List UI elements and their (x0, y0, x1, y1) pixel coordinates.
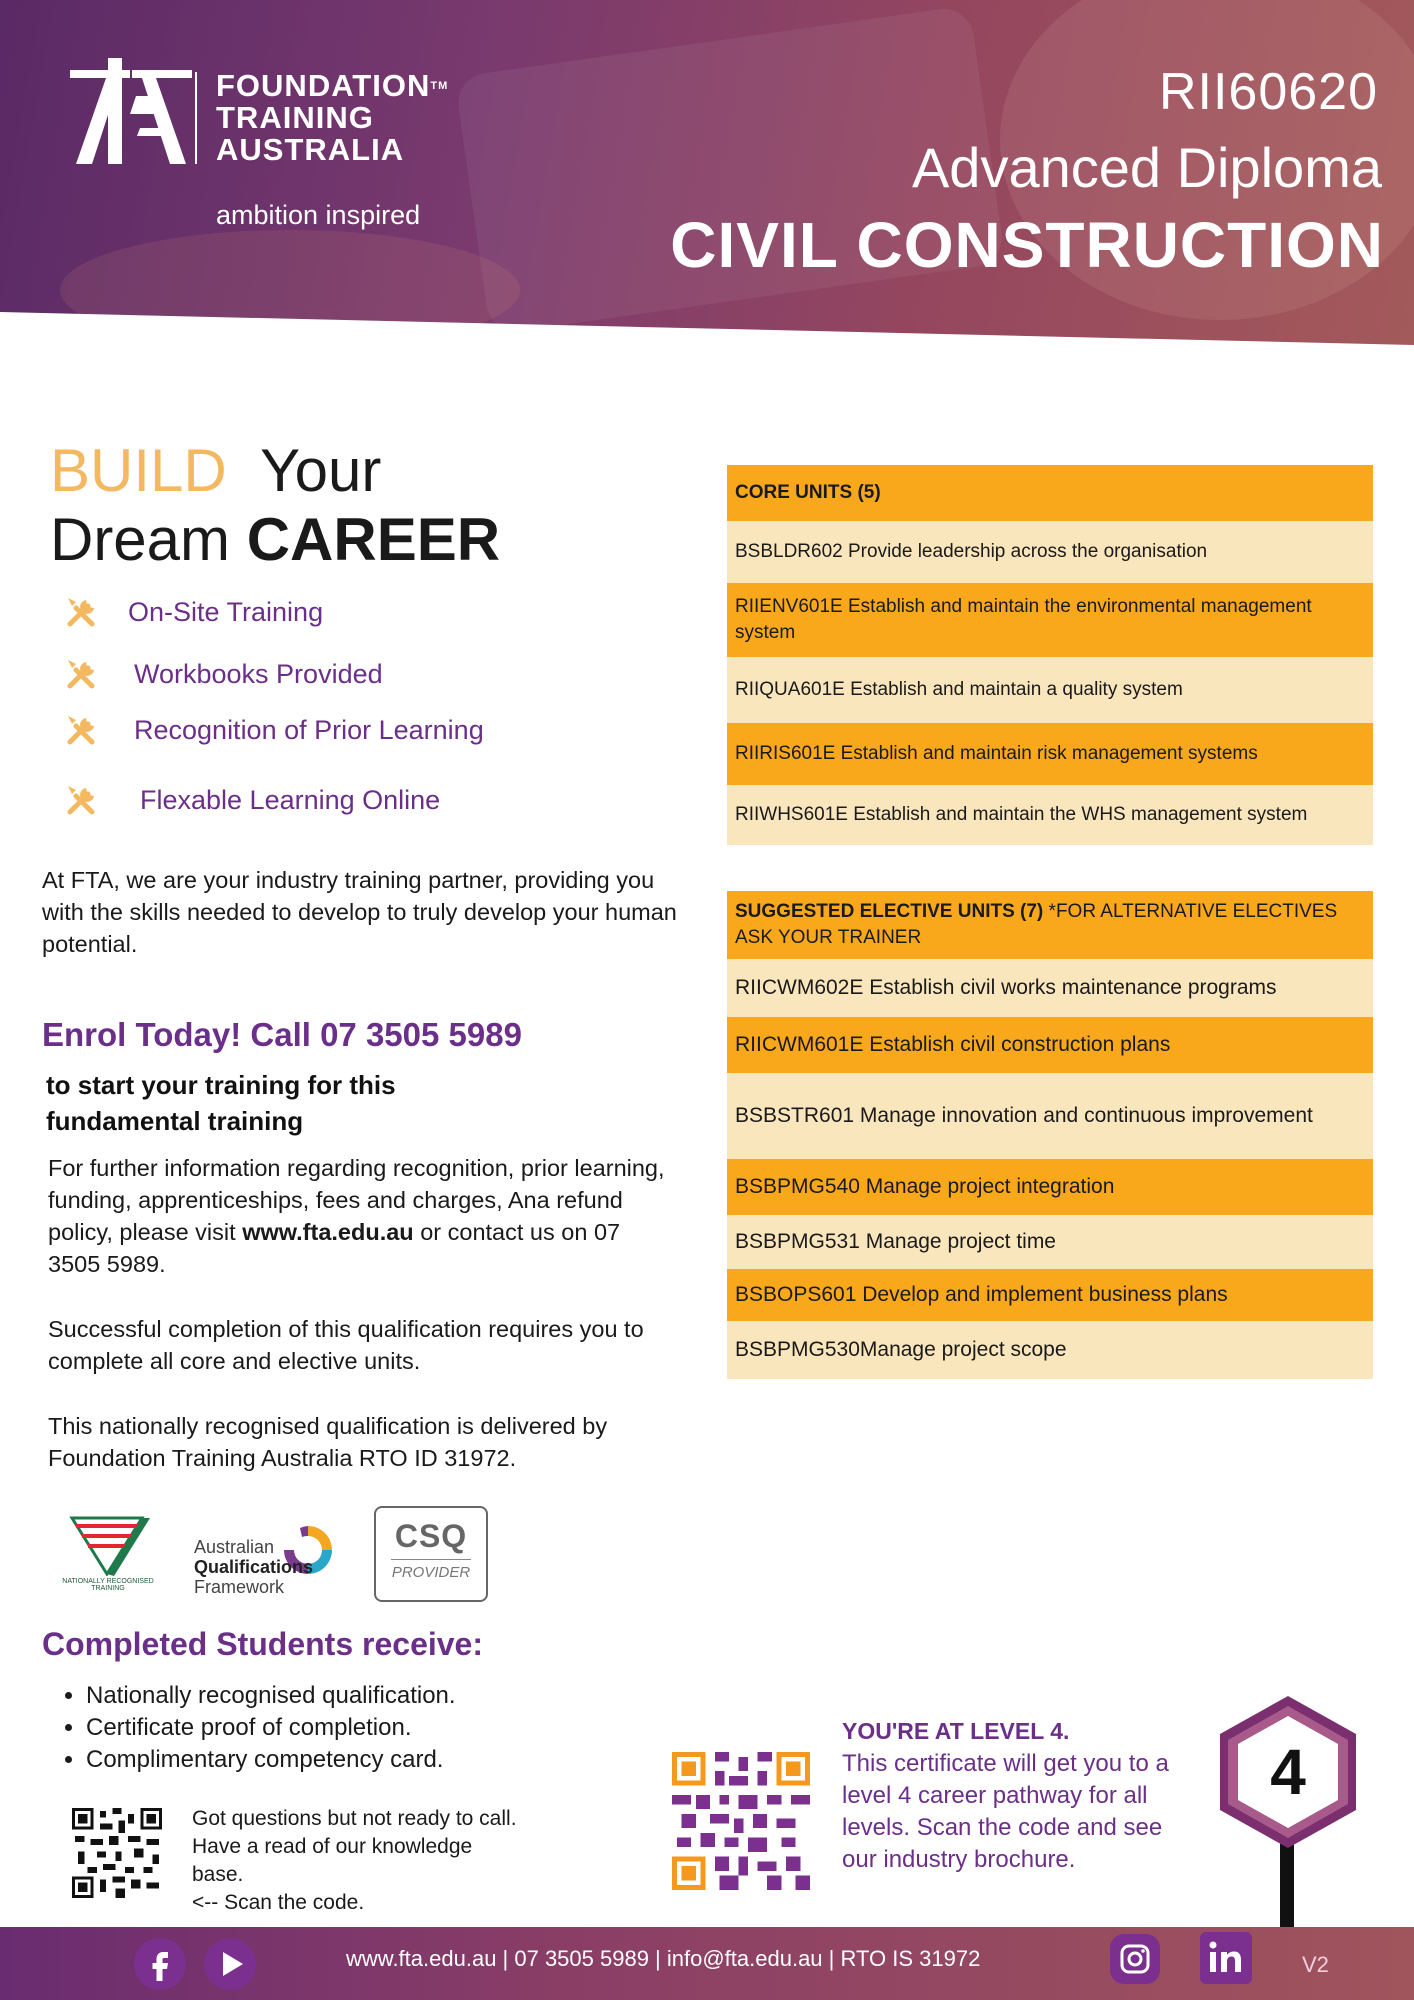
elective-unit-row: BSBPMG531 Manage project time (727, 1215, 1373, 1269)
nrt-logo-caption: NATIONALLY RECOGNISED TRAINING (62, 1578, 154, 1592)
version-label: V2 (1302, 1952, 1329, 1977)
nrt-logo-icon (62, 1516, 152, 1576)
course-level: Advanced Diploma (911, 136, 1382, 199)
elective-unit-row: BSBSTR601 Manage innovation and continuous improvement (727, 1073, 1373, 1159)
info-text: For further information regarding recognition, prior learning, funding, apprenticeships, fees and charges, Ana refund policy, please visit (48, 1155, 665, 1245)
info-paragraph (48, 1152, 678, 1280)
core-unit-row: RIIWHS601E Establish and maintain the WHS management system (727, 785, 1373, 845)
core-unit-row: RIIENV601E Establish and maintain the environmental management system (727, 583, 1373, 657)
core-units-header: CORE UNITS (5) (727, 465, 1373, 521)
csq-divider (391, 1559, 471, 1560)
headline-career: CAREER (246, 506, 501, 573)
course-code: RII60620 (1158, 63, 1378, 121)
level-description: This certificate will get you to a level 4 career pathway for all levels. Scan the code and see our industry brochure. (842, 1750, 1169, 1873)
enrol-call-title: Enrol Today! Call 07 3505 5989 (42, 1016, 522, 1053)
kb-line: <-- Scan the code. (192, 1891, 365, 1914)
level-badge (1208, 1692, 1368, 1932)
logo-divider (195, 72, 197, 164)
list-item: • Certificate proof of completion. (86, 1712, 456, 1744)
logo-line: FOUNDATION (216, 68, 431, 103)
tools-icon (62, 780, 102, 820)
aqf-line: Qualifications (194, 1557, 314, 1577)
tagline: ambition inspired (216, 200, 421, 230)
elective-unit-row: BSBPMG540 Manage project integration (727, 1159, 1373, 1215)
badge-level-number: 4 (1270, 1736, 1306, 1808)
kb-line: Have a read of our knowledge (192, 1835, 473, 1858)
feature-item (62, 780, 440, 820)
logo-line: TRAINING (216, 100, 374, 135)
tools-icon (62, 654, 102, 694)
completion-paragraph: Successful completion of this qualification requires you to complete all core and elective units. (48, 1316, 644, 1374)
feature-label: On-Site Training (128, 596, 324, 627)
intro-paragraph: At FTA, we are your industry training partner, providing you with the skills needed to develop to truly develop your human potential. (42, 867, 677, 957)
aqf-logo-text (194, 1537, 313, 1597)
facebook-icon[interactable] (134, 1938, 186, 1990)
feature-label: Flexable Learning Online (140, 784, 441, 815)
elective-unit-row: RIICWM601E Establish civil construction plans (727, 1017, 1373, 1073)
instagram-glyph (1110, 1934, 1160, 1984)
elective-unit-row: BSBOPS601 Develop and implement business plans (727, 1269, 1373, 1321)
info-text: or contact us on 07 3505 5989. (48, 1219, 621, 1277)
list-item: • Complimentary competency card. (86, 1744, 456, 1776)
csq-title: CSQ (394, 1518, 468, 1554)
tools-icon (62, 592, 102, 632)
headline-dream: Dream (50, 506, 231, 573)
core-unit-row: RIIQUA601E Establish and maintain a quality system (727, 657, 1373, 723)
brochure-qr-code[interactable] (672, 1752, 810, 1890)
elective-header-bold: SUGGESTED ELECTIVE UNITS (7) (735, 901, 1044, 922)
youtube-glyph (204, 1938, 256, 1990)
website-link[interactable]: www.fta.edu.au (242, 1219, 414, 1245)
csq-provider-logo (374, 1506, 488, 1602)
feature-item (62, 592, 323, 632)
knowledge-base-text (192, 1805, 612, 1917)
completed-benefits-list (58, 1680, 456, 1776)
core-unit-row: RIIRIS601E Establish and maintain risk management systems (727, 723, 1373, 785)
elective-units-header (727, 891, 1373, 959)
csq-subtitle: PROVIDER (391, 1564, 471, 1581)
delivery-paragraph: This nationally recognised qualification is delivered by Foundation Training Australia RTO ID 31972. (48, 1413, 608, 1471)
core-unit-row: BSBLDR602 Provide leadership across the organisation (727, 521, 1373, 583)
facebook-glyph (134, 1938, 186, 1990)
level-title: YOU'RE AT LEVEL 4. (842, 1718, 1070, 1744)
headline-your: Your (260, 437, 382, 504)
elective-header-note: *FOR ALTERNATIVE ELECTIVES ASK YOUR TRAINER (735, 901, 1338, 948)
headline-line-1 (50, 436, 381, 506)
aqf-line: Australian (194, 1537, 275, 1557)
kb-line: base. (192, 1863, 244, 1886)
list-item: • Nationally recognised qualification. (86, 1680, 456, 1712)
feature-item (62, 654, 383, 694)
footer-contact: www.fta.edu.au | 07 3505 5989 | info@fta.edu.au | RTO IS 31972 (346, 1946, 981, 1971)
feature-label: Recognition of Prior Learning (134, 714, 484, 745)
linkedin-icon[interactable] (1200, 1932, 1252, 1984)
headline-build: BUILD (50, 437, 227, 504)
feature-item (62, 710, 484, 750)
youtube-icon[interactable] (204, 1938, 256, 1990)
enrol-subtitle: to start your training for this fundamental training (46, 1070, 396, 1136)
completed-students-title: Completed Students receive: (42, 1626, 483, 1662)
trademark-mark: TM (430, 80, 449, 92)
elective-unit-row: RIICWM602E Establish civil works maintenance programs (727, 959, 1373, 1017)
instagram-icon[interactable] (1110, 1934, 1160, 1984)
tools-icon (62, 710, 102, 750)
logo-wordmark (216, 70, 448, 166)
kb-line: Got questions but not ready to call. (192, 1807, 517, 1830)
fta-logo-icon (70, 58, 192, 164)
feature-label: Workbooks Provided (134, 658, 383, 689)
headline-line-2 (50, 505, 500, 575)
linkedin-glyph (1200, 1932, 1252, 1984)
knowledge-base-qr-code[interactable] (72, 1808, 162, 1898)
course-name: CIVIL CONSTRUCTION (670, 209, 1384, 281)
elective-unit-row: BSBPMG530Manage project scope (727, 1321, 1373, 1379)
logo-line: AUSTRALIA (216, 132, 405, 167)
aqf-line: Framework (194, 1577, 285, 1597)
